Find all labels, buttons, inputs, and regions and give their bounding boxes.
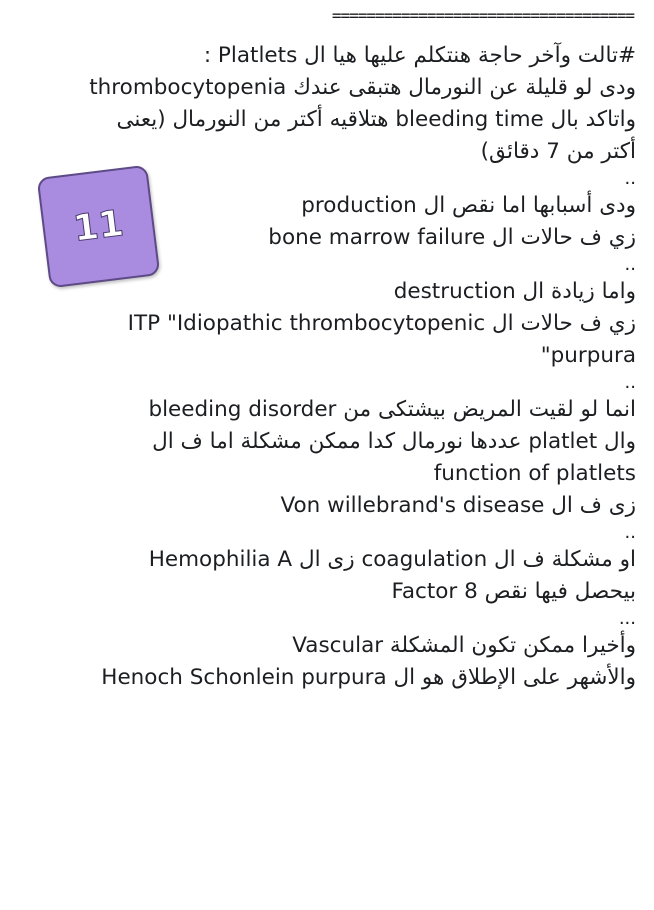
text-line: واما زيادة ال destruction [393,279,636,304]
dots-separator: .. [624,522,636,543]
dots-separator: .. [624,254,636,275]
text-line: function of platlets [433,461,636,486]
text-line: #تالت وآخر حاجة هنتكلم عليها هيا ال Platlets : [203,43,636,68]
text-line: او مشكلة ف ال coagulation زى ال Hemophilia A [148,547,636,572]
text-line: زي ف حالات ال bone marrow failure [268,225,636,250]
text-line: ودى أسبابها اما نقص ال production [301,193,636,218]
separator-line: =================================== [331,6,634,25]
text-line: والأشهر على الإطلاق هو ال Henoch Schonlein purpura [101,665,636,690]
dots-separator: .. [624,168,636,189]
page-number-sticker [37,165,161,289]
text-line: أكتر من 7 دقائق) [480,139,636,164]
text-line: زي ف حالات ال ITP "Idiopathic thrombocytopenic [127,311,636,336]
text-line: واتاكد بال bleeding time هتلاقيه أكتر من النورمال (يعنى [116,107,636,132]
text-line: بيحصل فيها نقص Factor 8 [391,579,636,604]
dots-separator: .. [624,372,636,393]
dots-separator: ... [618,608,636,629]
post-body [14,40,636,694]
text-line: "purpura [540,343,636,368]
text-line: انما لو لقيت المريض بيشتكى من bleeding disorder [148,397,636,422]
text-line: وأخيرا ممكن تكون المشكلة Vascular [292,633,636,658]
text-line: ودى لو قليلة عن النورمال هتبقى عندك thrombocytopenia [89,75,636,100]
page-number: 11 [71,203,126,250]
text-line: زى ف ال Von willebrand's disease [280,493,636,518]
text-line: وال platlet عددها نورمال كدا ممكن مشكلة اما ف ال [152,429,636,454]
